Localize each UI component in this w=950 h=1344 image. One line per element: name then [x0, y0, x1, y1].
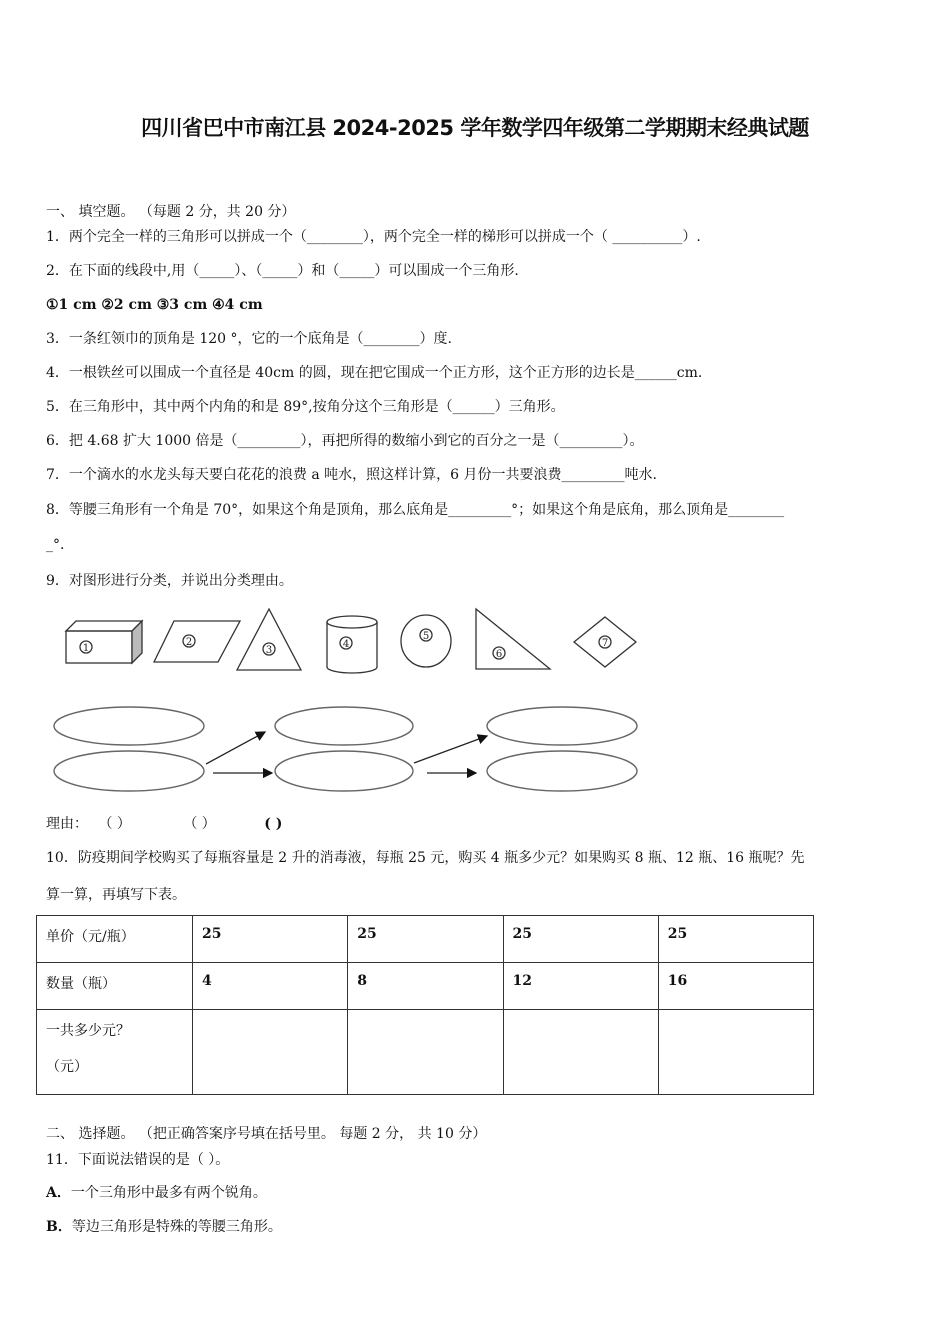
row-label-line1: 一共多少元？ [46, 1023, 130, 1039]
section-2-heading: 二、 选择题。 （把正确答案序号填在括号里。 每题 2 分， 共 10 分） [46, 1126, 487, 1142]
svg-text:2: 2 [185, 637, 193, 648]
row-label-line2: （元） [46, 1059, 88, 1075]
blank-ellipse-2a[interactable] [275, 707, 413, 745]
blank-ellipse-2b[interactable] [275, 751, 413, 791]
answer-cell[interactable] [193, 1010, 348, 1095]
page-title: 四川省巴中市南江县 2024-2025 学年数学四年级第二学期期末经典试题 [141, 116, 809, 140]
reason-label: 理由： [46, 816, 88, 832]
row-label: 单价（元/瓶） [37, 916, 193, 963]
shape-2-parallelogram [154, 621, 240, 662]
question-7: 7．一个滴水的水龙头每天要白花花的浪费 a 吨水，照这样计算，6 月份一共要浪费_________吨水. [46, 467, 657, 483]
question-4: 4．一根铁丝可以围成一个直径是 40cm 的圆，现在把它围成一个正方形，这个正方形的边长是______cm. [46, 365, 703, 381]
blank-ellipse-1a[interactable] [54, 707, 204, 745]
question-1: 1．两个完全一样的三角形可以拼成一个（________），两个完全一样的梯形可以拼成一个（ __________）. [46, 229, 701, 245]
blank-ellipse-3a[interactable] [487, 707, 637, 745]
table-row-quantity [37, 963, 814, 1010]
q9-shapes-figure [52, 605, 652, 685]
shape-1-cuboid [66, 621, 142, 663]
q9-classification-diagram [46, 700, 646, 800]
shape-3-triangle [237, 609, 301, 670]
arrow-up-1 [206, 732, 265, 764]
svg-text:5: 5 [422, 631, 430, 642]
q11-option-a[interactable] [46, 1183, 267, 1203]
q9-reason-row [46, 814, 282, 834]
table-cell: 16 [658, 963, 813, 1010]
svg-text:6: 6 [495, 649, 503, 660]
question-9: 9．对图形进行分类，并说出分类理由。 [46, 573, 293, 589]
q10-table [36, 915, 814, 1095]
row-label: 数量（瓶） [37, 963, 193, 1010]
reason-slot-1[interactable]: （ ） [98, 816, 131, 832]
question-11: 11．下面说法错误的是（ ）。 [46, 1152, 230, 1168]
blank-ellipse-1b[interactable] [54, 751, 204, 791]
table-cell: 25 [193, 916, 348, 963]
option-text: 一个三角形中最多有两个锐角。 [70, 1185, 267, 1201]
blank-ellipse-3b[interactable] [487, 751, 637, 791]
answer-cell[interactable] [348, 1010, 503, 1095]
reason-slot-3[interactable]: ( ) [264, 816, 283, 832]
reason-slot-2[interactable]: （ ） [183, 816, 216, 832]
section-1-heading: 一、 填空题。 （每题 2 分，共 20 分） [46, 204, 296, 220]
answer-cell[interactable] [658, 1010, 813, 1095]
answer-cell[interactable] [503, 1010, 658, 1095]
table-cell: 12 [503, 963, 658, 1010]
table-row-unit-price [37, 916, 814, 963]
svg-text:1: 1 [82, 643, 90, 654]
table-cell: 25 [658, 916, 813, 963]
option-label: A． [46, 1185, 71, 1201]
question-10-line2: 算一算，再填写下表。 [46, 887, 186, 903]
question-5: 5．在三角形中，其中两个内角的和是 89°,按角分这个三角形是（______）三角形。 [46, 399, 565, 415]
table-row-total [37, 1010, 814, 1095]
question-10-line1: 10．防疫期间学校购买了每瓶容量是 2 升的消毒液，每瓶 25 元，购买 4 瓶多少元？如果购买 8 瓶、12 瓶、16 瓶呢？先 [46, 850, 805, 866]
arrow-up-2 [414, 736, 487, 763]
option-label: B． [46, 1219, 72, 1235]
question-2-options: ①1 cm ②2 cm ③3 cm ④4 cm [46, 297, 263, 313]
table-cell: 25 [348, 916, 503, 963]
table-cell: 25 [503, 916, 658, 963]
question-3: 3．一条红领巾的顶角是 120 °，它的一个底角是（________）度. [46, 331, 452, 347]
shape-4-cylinder [327, 616, 377, 673]
svg-text:3: 3 [265, 645, 273, 656]
question-8: 8．等腰三角形有一个角是 70°，如果这个角是顶角，那么底角是_________°；如果这个角是底角，那么顶角是________ [46, 502, 785, 518]
question-2: 2．在下面的线段中,用（_____）、（_____）和（_____）可以围成一个三角形. [46, 263, 519, 279]
table-cell: 4 [193, 963, 348, 1010]
question-8-continued: _°. [46, 537, 65, 553]
svg-text:7: 7 [601, 638, 609, 649]
option-text: 等边三角形是特殊的等腰三角形。 [71, 1219, 282, 1235]
row-label [37, 1010, 193, 1095]
table-cell: 8 [348, 963, 503, 1010]
q11-option-b[interactable] [46, 1217, 282, 1237]
question-6: 6．把 4.68 扩大 1000 倍是（_________），再把所得的数缩小到它的百分之一是（_________）。 [46, 433, 644, 449]
shape-6-right-triangle [476, 609, 550, 669]
svg-text:4: 4 [342, 639, 350, 650]
